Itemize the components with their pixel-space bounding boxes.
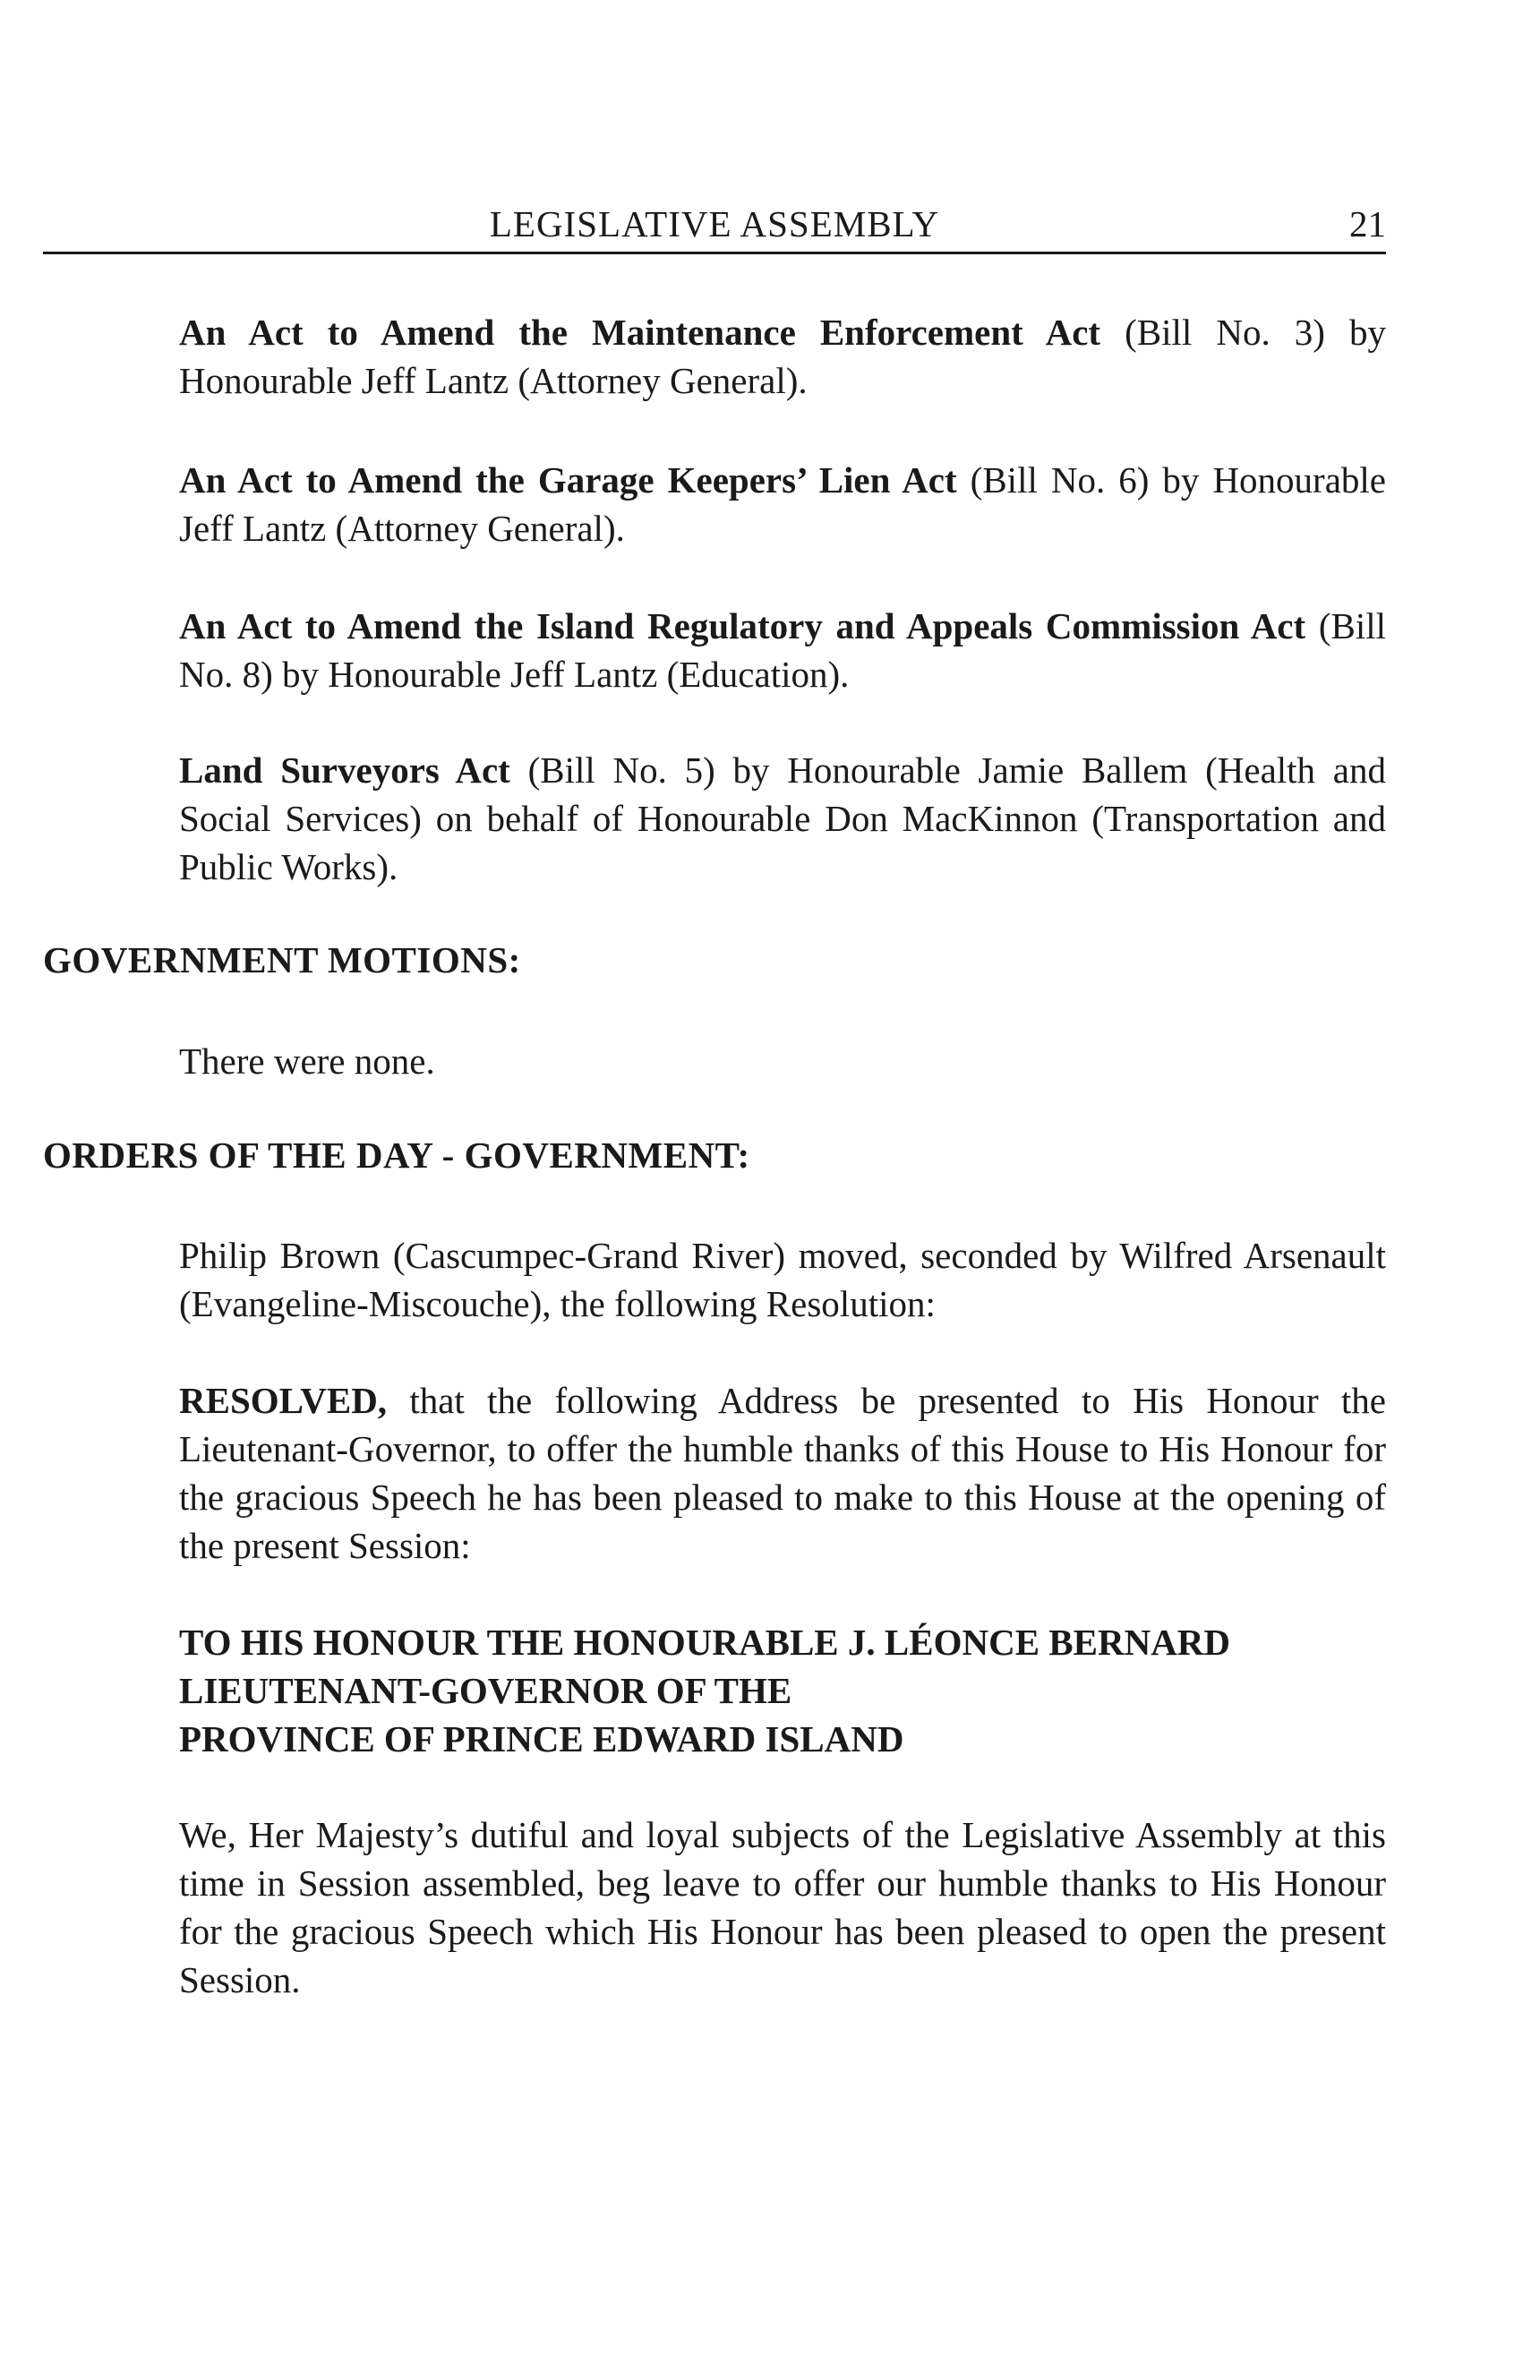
bill-details: (Bill No. 5) by Honourable Jamie Ballem (Health and Social Services) on behalf of Honourable Don MacKinnon (Transportation and Public Works). bbox=[179, 749, 1386, 887]
header-title: LEGISLATIVE ASSEMBLY bbox=[489, 203, 940, 244]
orders-of-the-day-heading: ORDERS OF THE DAY - GOVERNMENT: bbox=[43, 1134, 750, 1176]
bill-entry-land-surveyors bbox=[179, 746, 1386, 891]
government-motions-text: There were none. bbox=[179, 1040, 435, 1082]
address-body: We, Her Majesty’s dutiful and loyal subjects of the Legislative Assembly at this time in Session assembled, beg leave to offer our humble thanks to His Honour for the gracious Speech which His Honour has been pleased to open the present Session. bbox=[179, 1814, 1386, 2000]
bill-entry-maintenance-enforcement bbox=[179, 308, 1386, 405]
address-line-3: PROVINCE OF PRINCE EDWARD ISLAND bbox=[179, 1718, 904, 1759]
page-number: 21 bbox=[1349, 203, 1386, 244]
address-heading bbox=[179, 1618, 1386, 1763]
resolution-text bbox=[179, 1376, 1386, 1570]
bill-title: An Act to Amend the Island Regulatory and Appeals Commission Act bbox=[179, 605, 1306, 646]
bill-entry-island-regulatory bbox=[179, 602, 1386, 698]
motion-text: Philip Brown (Cascumpec-Grand River) moved, seconded by Wilfred Arsenault (Evangeline-Miscouche), the following Resolution: bbox=[179, 1235, 1386, 1324]
bill-title: An Act to Amend the Garage Keepers’ Lien Act bbox=[179, 459, 957, 501]
address-line-1: TO HIS HONOUR THE HONOURABLE J. LÉONCE BERNARD bbox=[179, 1622, 1231, 1663]
resolved-body: that the following Address be presented to His Honour the Lieutenant-Governor, to offer the humble thanks of this House to His Honour for the gracious Speech he has been pleased to make to this House at the opening of the present Session: bbox=[179, 1380, 1386, 1566]
bill-entry-garage-keepers bbox=[179, 456, 1386, 552]
bill-title: An Act to Amend the Maintenance Enforcement Act bbox=[179, 312, 1101, 353]
bill-details: (Bill No. 3) by Honourable Jeff Lantz (Attorney General). bbox=[179, 312, 1386, 401]
government-motions-heading: GOVERNMENT MOTIONS: bbox=[43, 939, 521, 980]
resolved-label: RESOLVED, bbox=[179, 1380, 388, 1421]
header-rule bbox=[43, 252, 1386, 254]
address-line-2: LIEUTENANT-GOVERNOR OF THE bbox=[179, 1670, 792, 1711]
bill-title: Land Surveyors Act bbox=[179, 749, 510, 791]
page-header bbox=[43, 199, 1386, 253]
bill-details: (Bill No. 6) by Honourable Jeff Lantz (Attorney General). bbox=[179, 459, 1386, 549]
bill-details: (Bill No. 8) by Honourable Jeff Lantz (Education). bbox=[179, 605, 1386, 695]
